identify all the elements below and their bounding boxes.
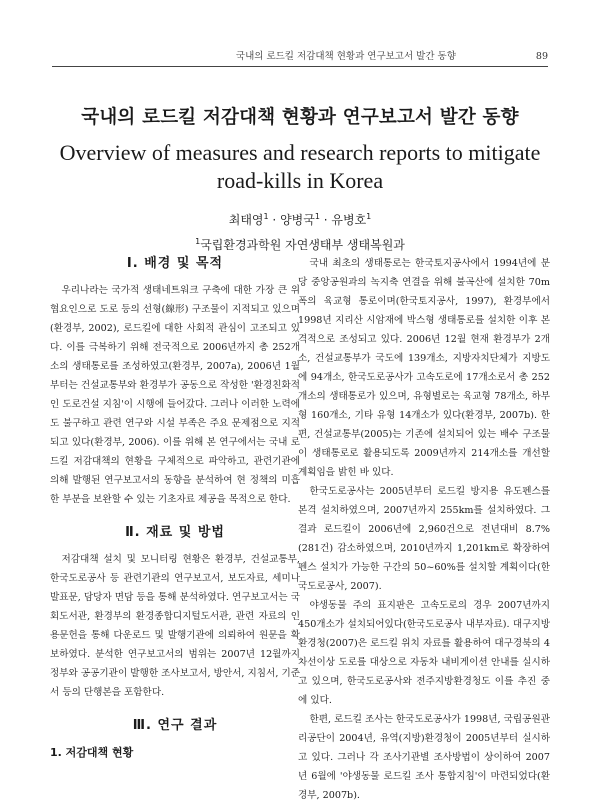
running-title: 국내의 로드킬 저감대책 현황과 연구보고서 발간 동향 bbox=[235, 51, 456, 62]
author-sup: 1 bbox=[314, 212, 320, 221]
section-heading-methods: Ⅱ. 재료 및 방법 bbox=[125, 525, 225, 540]
right-column bbox=[298, 254, 550, 805]
affiliation-sup: 1 bbox=[195, 237, 201, 246]
author-sup: 1 bbox=[366, 212, 372, 221]
author-separator: · bbox=[319, 213, 332, 227]
results-paragraph: 한편, 로드킬 조사는 한국도로공사가 1998년, 국립공원관리공단이 2004년, 유역(지방)환경청이 2005년부터 실시하고 있다. 그러나 각 조사기관별 조사방법이 상이하여 2007년 6월에 '야생동물 로드킬 조사 통합지침'이 마련되었다(환경부, 2007b). bbox=[298, 714, 550, 801]
english-title-line-2: road-kills in Korea bbox=[216, 168, 384, 193]
paper-title-english bbox=[52, 139, 548, 195]
author-list bbox=[52, 211, 548, 228]
left-column bbox=[50, 254, 300, 762]
author-name: 유병호 bbox=[331, 213, 367, 227]
page-number: 89 bbox=[535, 51, 548, 62]
section-heading-results: Ⅲ. 연구 결과 bbox=[132, 718, 218, 733]
author-name: 양병국 bbox=[280, 213, 315, 227]
english-title-line-1: Overview of measures and research reports to mitigate bbox=[59, 140, 541, 165]
running-header bbox=[95, 48, 548, 62]
author-name: 최태영 bbox=[228, 213, 264, 227]
author-sup: 1 bbox=[263, 212, 269, 221]
section-heading-background: Ⅰ. 배경 및 목적 bbox=[126, 256, 224, 271]
affiliation bbox=[52, 236, 548, 253]
affiliation-text: 국립환경과학원 자연생태부 생태복원과 bbox=[200, 238, 405, 252]
subsection-heading-measures: 1. 저감대책 현황 bbox=[50, 746, 134, 759]
results-paragraph: 국내 최초의 생태통로는 한국토지공사에서 1994년에 분당 중앙공원과의 녹지축 연결을 위해 불곡산에 설치한 70m 폭의 육교형 통로이며(한국토지공사, 1997), 환경부에서 1998년 지리산 시암재에 박스형 생태통로를 설치한 이후 본격적으로 조성되고 있다. 2006년 12월 현재 환경부가 2개소, 건설교통부가 국도에 139개소, 지방자치단체가 지방도에 94개소, 한국도로공사가 고속도로에 17개소로서 총 252개소의 생태통로가 있으며, 유형별로는 육교형 78개소, 하부형 160개소, 기타 유형 14개소가 있다(환경부, 2007b). 한편, 건설교통부(2005)는 기존에 설치되어 있는 배수 구조물이 생태통로로 활용되도록 2009년까지 214개소를 개선할 계획임을 밝힌 바 있다. bbox=[298, 258, 550, 478]
results-paragraph: 야생동물 주의 표지판은 고속도로의 경우 2007년까지 450개소가 설치되어있다(한국도로공사 내부자료). 대구지방환경청(2007)은 로드킬 위치 자료를 활용하여 대구경북의 4차선이상 도로를 대상으로 자동차 내비게이션 안내를 실시하고 있으며, 한국도로공사와 전주지방환경청도 이를 추진 중에 있다. bbox=[298, 600, 550, 706]
header-rule bbox=[52, 66, 548, 67]
paper-title-korean: 국내의 로드킬 저감대책 현황과 연구보고서 발간 동향 bbox=[81, 107, 519, 128]
methods-paragraph: 저감대책 설치 및 모니터링 현황은 환경부, 건설교통부, 한국도로공사 등 관련기관의 연구보고서, 보도자료, 세미나 발표문, 담당자 면담 등을 통해 분석하였다. 연구보고서는 국회도서관, 환경부의 환경종합디지털도서관, 관련 자료의 인용문헌을 통해 다운로드 및 발행기관에 의뢰하여 원문을 확보하였다. 분석한 연구보고서의 범위는 2007년 12월까지 정부와 공공기관이 발행한 조사보고서, 방안서, 지침서, 기준서 등의 단행본을 포함한다. bbox=[50, 554, 300, 698]
background-paragraph: 우리나라는 국가적 생태네트워크 구축에 대한 가장 큰 위협요인으로 도로 등의 선형(線形) 구조물이 지적되고 있으며(환경부, 2002), 로드킬에 대한 사회적 관심이 고조되고 있다. 이를 극복하기 위해 전국적으로 2006년까지 총 252개소의 생태통로를 조성하였고(환경부, 2007a), 2006년 1월부터는 건설교통부와 환경부가 공동으로 작성한 '환경친화적인 도로건설 지침'이 시행에 들어갔다. 그러나 이러한 노력에도 불구하고 관련 연구와 시설 부족은 주요 문제점으로 지적되고 있다(환경부, 2006). 이를 위해 본 연구에서는 국내 로드킬 저감대책의 현황을 구체적으로 파악하고, 관련기관에 의해 발행된 연구보고서의 동향을 분석하여 현 정책의 미흡한 부분을 보완할 수 있는 기초자료 제공을 목적으로 한다. bbox=[50, 285, 300, 505]
title-block bbox=[52, 103, 548, 253]
author-separator: · bbox=[268, 213, 281, 227]
results-paragraph: 한국도로공사는 2005년부터 로드킬 방지용 유도펜스를 본격 설치하였으며, 2007년까지 255km를 설치하였다. 그 결과 로드킬이 2006년에 2,960건으로 전년대비 8.7%(281건) 감소하였으며, 2010년까지 1,201km로 확장하여 펜스 설치가 가능한 구간의 50~60%를 설치할 계획이다(한국도로공사, 2007). bbox=[298, 486, 550, 592]
